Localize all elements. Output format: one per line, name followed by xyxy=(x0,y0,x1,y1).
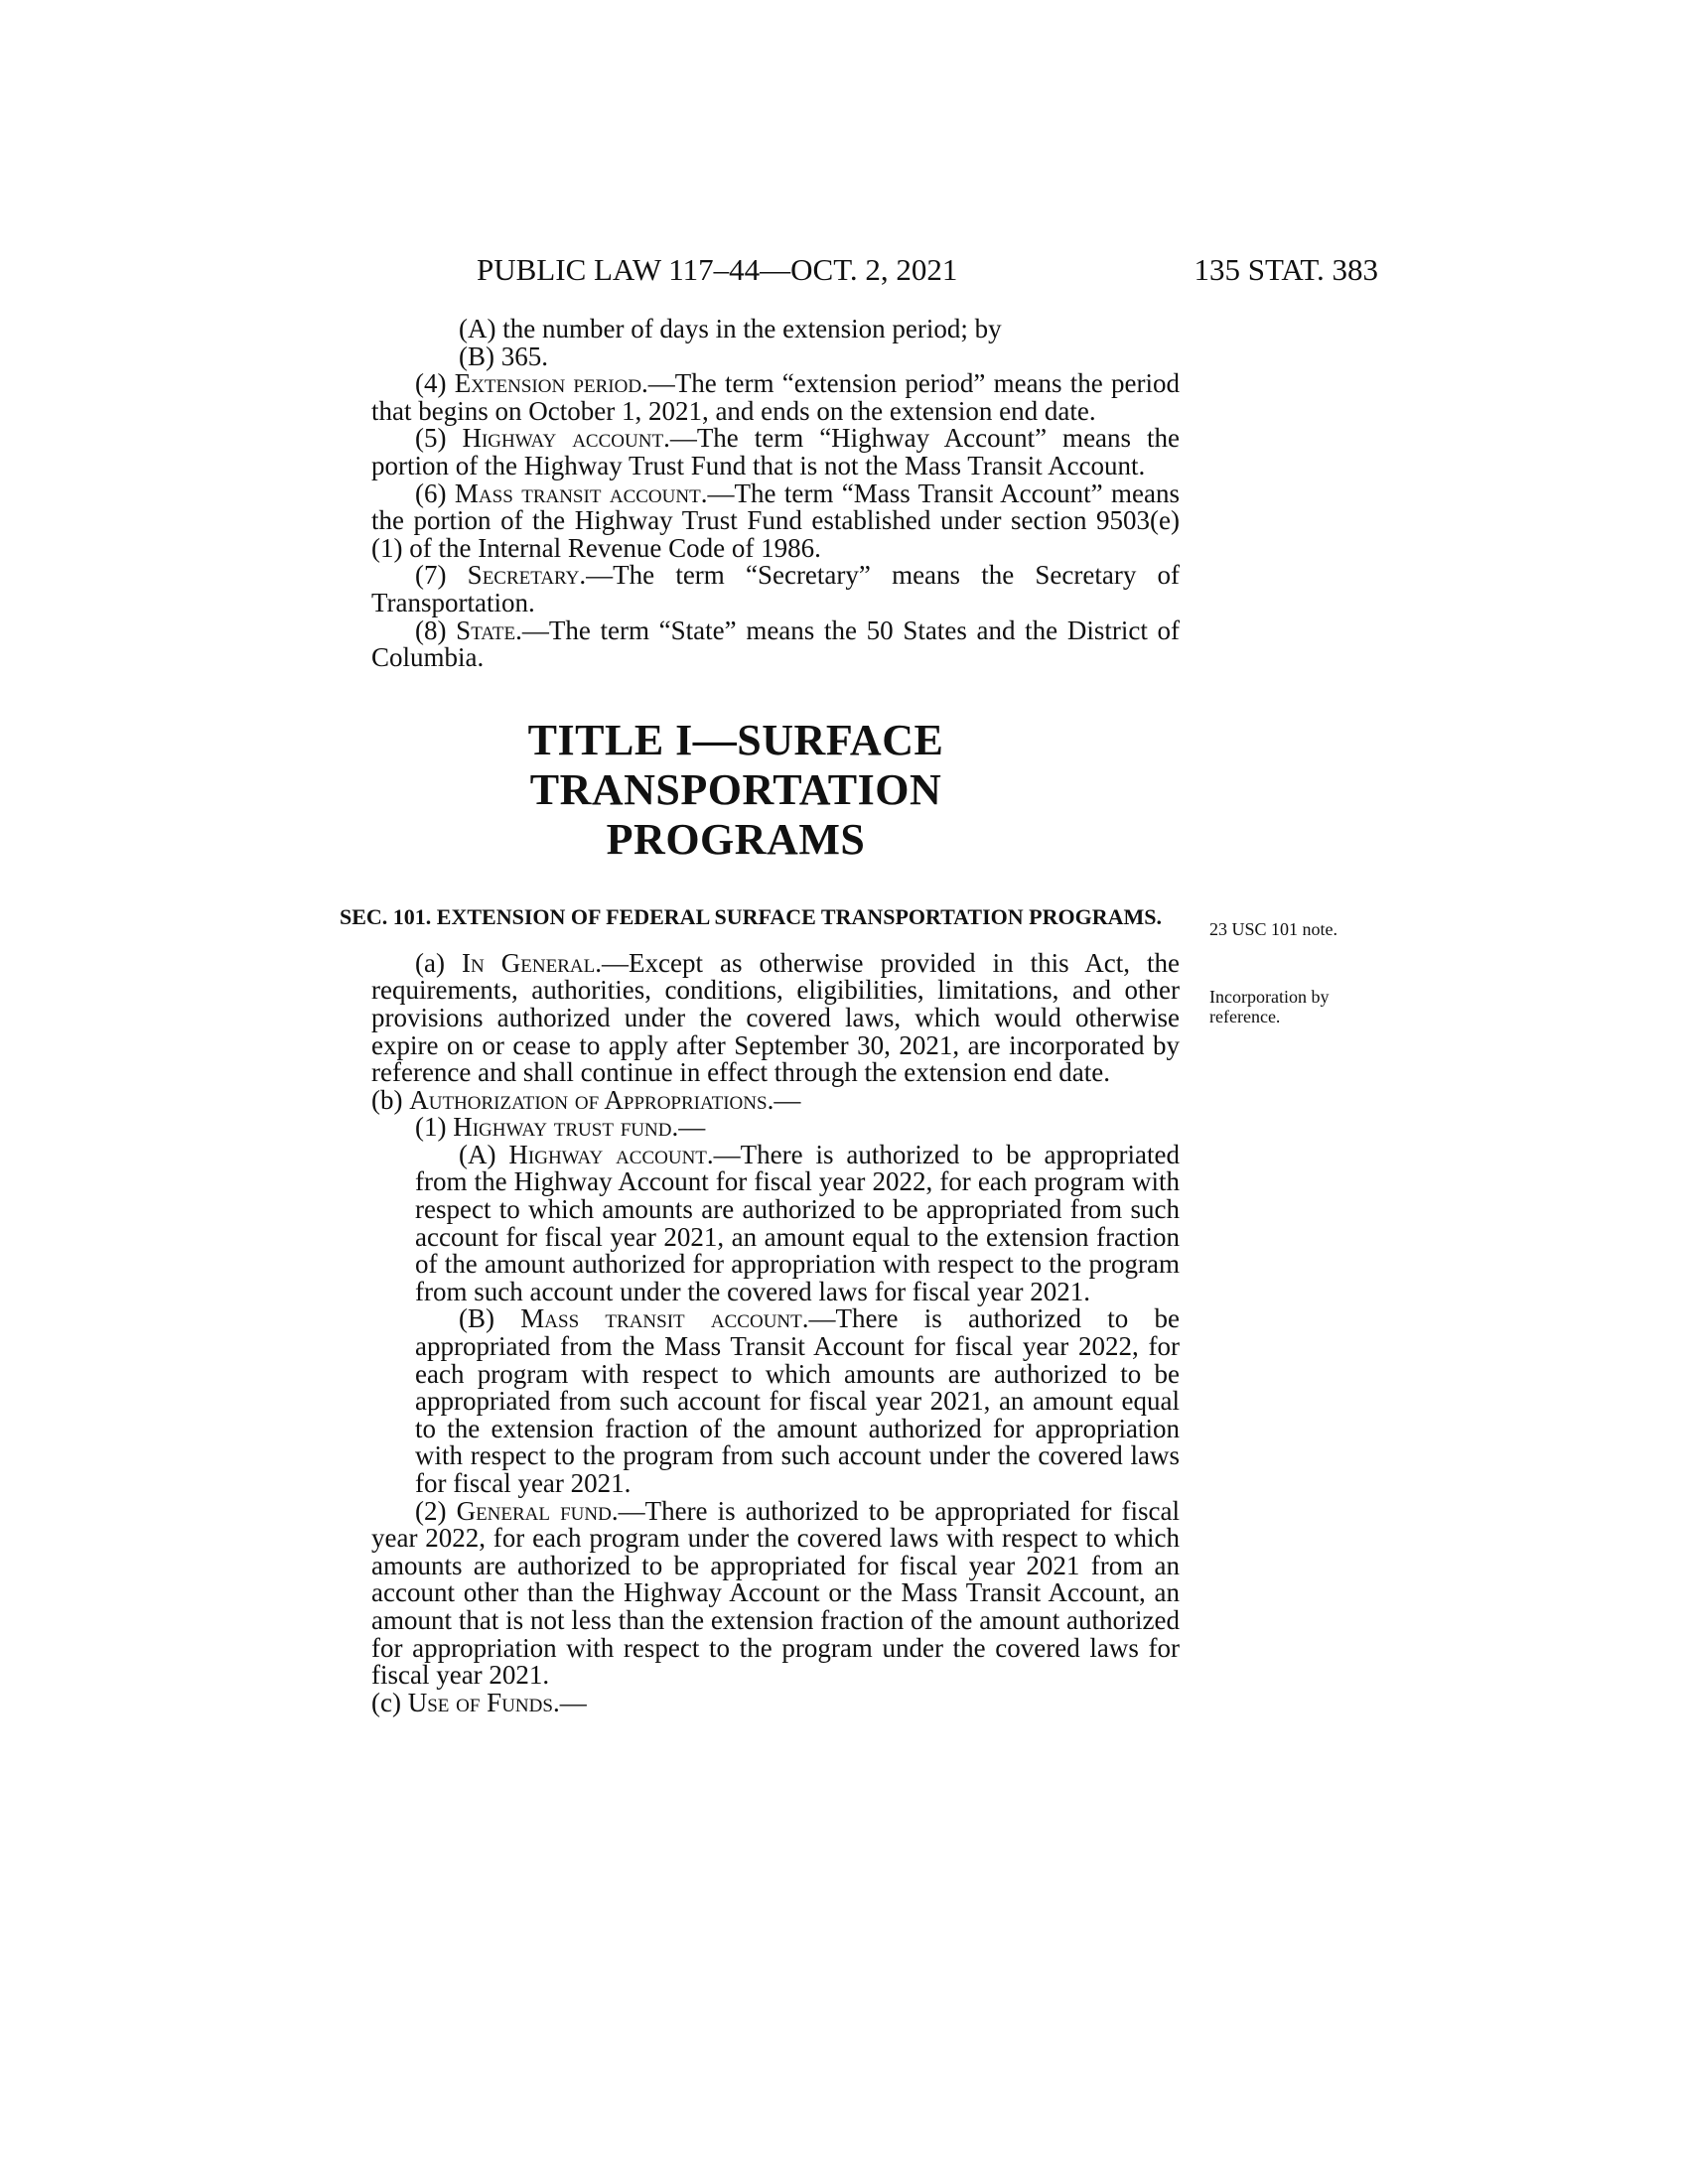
paragraph-number: (1) xyxy=(415,1112,447,1143)
definition-term: Secretary xyxy=(467,560,580,591)
subsection-term: In General xyxy=(462,947,596,978)
title-line-1: TITLE I—SURFACE TRANSPORTATION xyxy=(527,715,944,814)
paragraph-b1-highway-trust-fund xyxy=(415,1114,1180,1142)
subsection-number: (a) xyxy=(415,947,445,978)
definition-highway-account xyxy=(371,425,1180,479)
paragraph-term: General fund xyxy=(456,1495,612,1526)
paragraph-a-number-of-days: (A) the number of days in the extension period; by xyxy=(459,314,1002,343)
title-line-2: PROGRAMS xyxy=(606,814,866,864)
subsection-term: Use of Funds xyxy=(407,1687,553,1717)
margin-note-usc: 23 USC 101 note. xyxy=(1209,919,1338,939)
definition-text: .—The term “Mass Transit Account” means the portion of the Highway Trust Fund established under section 9503(e)(1) of the Internal Revenue Code of 1986. xyxy=(371,478,1181,563)
document-body xyxy=(340,314,1181,1717)
definition-text: .—The term “Secretary” means the Secretary of Transportation. xyxy=(371,560,1181,617)
paragraph-text: .—There is authorized to be appropriated for fiscal year 2022, for each program under the covered laws with respect to which amounts are authorized to be appropriated for fiscal year 2021 from an account other than the Highway Account or the Mass Transit Account, an amount that is not less than the extension fraction of the amount authorized for appropriation with respect to the program under the covered laws for fiscal year 2021. xyxy=(371,1495,1181,1691)
definition-number: (8) xyxy=(415,614,447,645)
paragraph-number: (2) xyxy=(415,1495,447,1526)
subparagraph-b1a-highway-account xyxy=(415,1139,1180,1306)
definition-number: (7) xyxy=(415,560,447,591)
definition-number: (4) xyxy=(415,368,447,399)
subsection-number: (b) xyxy=(371,1084,403,1115)
definition-term: State xyxy=(456,614,516,645)
definition-extension-period xyxy=(371,370,1180,425)
definition-text: .—The term “State” means the 50 States and the District of Columbia. xyxy=(371,614,1181,673)
stat-page-number: 135 STAT. 383 xyxy=(1194,252,1378,287)
section-heading: SEC. 101. EXTENSION OF FEDERAL SURFACE TRANSPORTATION PROGRAMS. xyxy=(340,903,1162,929)
subsection-text: .— xyxy=(552,1687,587,1717)
definition-state xyxy=(371,614,1181,673)
subsection-c-use-of-funds xyxy=(371,1687,1180,1717)
paragraph-text: .— xyxy=(671,1112,706,1143)
subsection-number: (c) xyxy=(371,1687,401,1717)
subparagraph-text: .—There is authorized to be appropriated from the Mass Transit Account for fiscal year 2022, for each program with respect to which amounts are authorized to be appropriated from such account for fiscal year 2021, an amount equal to the extension fraction of the amount authorized for appropriation with respect to the program from such account under the covered laws for fiscal year 2021. xyxy=(415,1303,1181,1498)
definition-number: (5) xyxy=(415,423,447,454)
definition-mass-transit-account xyxy=(371,480,1180,563)
subsection-text: .— xyxy=(767,1084,801,1115)
paragraph-b-365: (B) 365. xyxy=(459,341,548,371)
paragraph-term: Highway trust fund xyxy=(453,1112,672,1143)
definition-text: .—The term “extension period” means the period that begins on October 1, 2021, and ends on the extension end date. xyxy=(371,368,1180,426)
subparagraph-b1b-mass-transit-account xyxy=(415,1305,1180,1497)
page-header xyxy=(477,250,1378,290)
subparagraph-term: Mass transit account xyxy=(520,1303,802,1334)
subparagraph-text: .—There is authorized to be appropriated from the Highway Account for fiscal year 2022, for each program with respect to which amounts are authorized to be appropriated from such account for fiscal year 2021, an amount equal to the extension fraction of the amount authorized for appropriation with respect to the program from such account under the covered laws for fiscal year 2021. xyxy=(415,1139,1180,1306)
definition-number: (6) xyxy=(415,478,447,508)
subparagraph-term: Highway account xyxy=(508,1139,707,1169)
subsection-text: .—Except as otherwise provided in this Act, the requirements, authorities, conditions, eligibilities, limitations, and other provisions authorized under the covered laws, which would otherwise expire on or cease to apply after September 30, 2021, are incorporated by reference and shall continue in effect through the extension end date. xyxy=(371,947,1180,1088)
subparagraph-number: (B) xyxy=(459,1303,494,1334)
definition-secretary xyxy=(371,562,1180,616)
subsection-a-in-general xyxy=(371,947,1180,1088)
definition-text: .—The term “Highway Account” means the portion of the Highway Trust Fund that is not the Mass Transit Account. xyxy=(371,423,1180,480)
margin-note-incorporation: Incorporation by reference. xyxy=(1209,987,1330,1026)
subsection-b-authorization xyxy=(371,1084,1180,1115)
paragraph-b2-general-fund xyxy=(371,1495,1181,1691)
definition-term: Extension period xyxy=(454,368,642,399)
subsection-term: Authorization of Appropriations xyxy=(409,1084,768,1115)
subparagraph-number: (A) xyxy=(459,1139,496,1169)
definition-term: Highway account xyxy=(462,423,664,454)
definition-term: Mass transit account xyxy=(454,478,701,508)
running-head: PUBLIC LAW 117–44—OCT. 2, 2021 xyxy=(477,252,958,287)
title-heading xyxy=(332,716,1140,865)
